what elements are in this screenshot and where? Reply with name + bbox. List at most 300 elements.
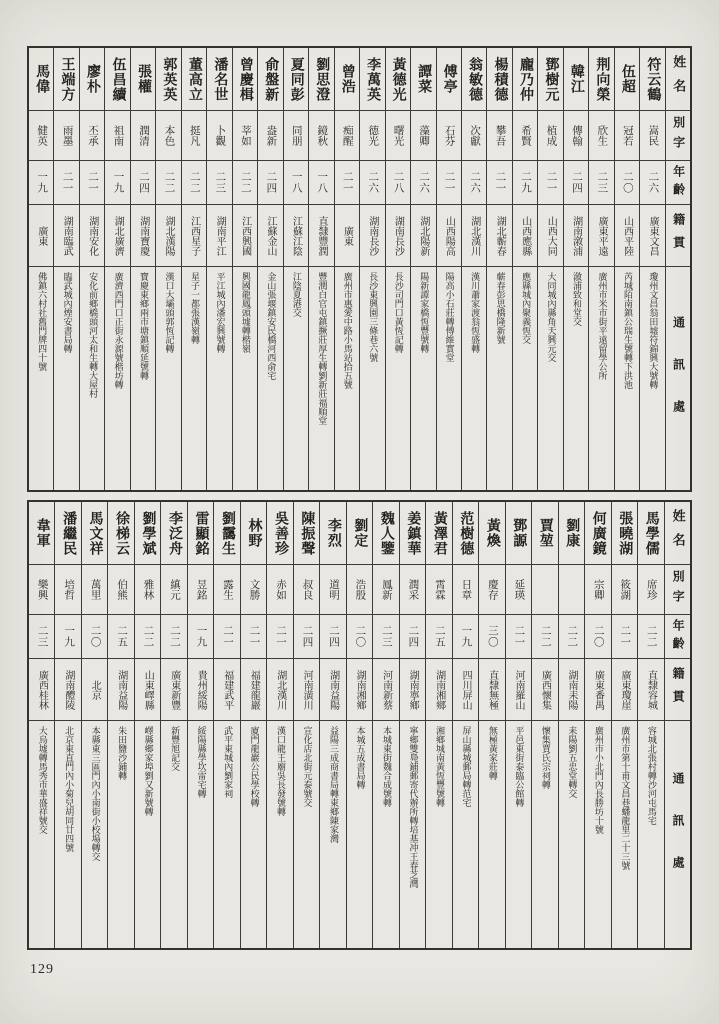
person-name-text: 符云鶴 <box>645 56 661 102</box>
person-address <box>506 720 531 948</box>
person-name <box>589 48 613 110</box>
person-name <box>335 48 359 110</box>
person-name <box>82 502 107 564</box>
person-age-text: 一八 <box>316 171 328 194</box>
person-courtesy <box>506 564 531 614</box>
person-origin-text: 湖南臨武 <box>61 215 73 256</box>
person-column <box>232 48 257 490</box>
person-name-text: 姜鎮華 <box>405 510 421 556</box>
person-name-text: 翁敏德 <box>467 56 483 102</box>
person-name-text: 馬學儒 <box>643 510 659 556</box>
person-courtesy-text: 縝元 <box>169 579 181 600</box>
person-address-text: 蘄春彭思橋隆新號 <box>495 272 506 344</box>
person-name-text: 王端方 <box>59 56 75 102</box>
person-age-text: 二四 <box>327 625 339 648</box>
person-courtesy-text: 日章 <box>460 579 472 600</box>
person-origin-text: 直隸無極 <box>486 669 498 710</box>
person-age <box>131 160 155 204</box>
person-column <box>346 502 372 948</box>
person-courtesy <box>182 110 206 160</box>
person-address-text: 綏陽縣學坎雷宅轉 <box>196 726 207 798</box>
person-address-text: 安化前鄉橋頭河太和生轉大屋村 <box>88 272 99 398</box>
person-origin-text: 廣東新豐 <box>168 669 180 710</box>
person-name <box>640 48 664 110</box>
column-header-courtesy <box>666 110 690 160</box>
person-origin-text: 湖北漢陽 <box>163 215 175 256</box>
person-age-text: 二二 <box>142 625 154 648</box>
person-age-text: 二三 <box>36 625 48 648</box>
person-name-text: 雷顯銘 <box>193 510 209 556</box>
person-name-text: 曾浩 <box>339 64 355 94</box>
person-origin-text: 河南羅山 <box>513 669 525 710</box>
person-origin-text: 北京 <box>89 679 101 700</box>
person-column <box>283 48 308 490</box>
person-name <box>54 48 78 110</box>
person-origin <box>335 204 359 266</box>
person-column <box>505 502 531 948</box>
person-courtesy <box>188 564 213 614</box>
person-column <box>206 48 231 490</box>
person-origin-text: 湖北陽新 <box>417 215 429 256</box>
person-name <box>233 48 257 110</box>
person-origin-text: 江西星子 <box>188 215 200 256</box>
person-name-text: 曾慶楫 <box>237 56 253 102</box>
person-column <box>436 48 461 490</box>
person-address-text: 本縣東三區門內小南街小校場轉交 <box>90 726 101 861</box>
person-name-text: 吳善珍 <box>272 510 288 556</box>
column-header-name-text: 姓名 <box>670 509 686 557</box>
person-address <box>131 266 155 490</box>
person-age-text: 二二 <box>169 625 181 648</box>
person-address <box>373 720 398 948</box>
person-column <box>54 502 80 948</box>
person-courtesy <box>29 564 54 614</box>
person-courtesy-text: 霄霖 <box>433 579 445 600</box>
person-name <box>513 48 537 110</box>
column-header-origin-text: 籍貫 <box>671 212 686 259</box>
person-origin-text: 湖北漢川 <box>468 215 480 256</box>
person-address <box>233 266 257 490</box>
person-age-text: 二一 <box>443 171 455 194</box>
person-address <box>437 266 461 490</box>
person-origin-text: 山西大同 <box>545 215 557 256</box>
column-header-origin-text: 籍貫 <box>671 666 686 713</box>
person-age-text: 二五 <box>433 625 445 648</box>
person-column <box>399 502 425 948</box>
person-address <box>360 266 384 490</box>
person-name <box>437 48 461 110</box>
person-address <box>320 720 345 948</box>
person-origin-text: 福建龍巖 <box>248 669 260 710</box>
person-age-text: 二九 <box>520 171 532 194</box>
person-address <box>105 266 129 490</box>
person-address <box>411 266 435 490</box>
person-courtesy <box>82 564 107 614</box>
person-age <box>559 614 584 658</box>
person-name <box>532 502 557 564</box>
person-courtesy <box>156 110 180 160</box>
person-name <box>156 48 180 110</box>
person-column <box>637 502 663 948</box>
person-origin <box>135 658 160 720</box>
person-address-text: 嶧縣鄉家埠劉又新號轉 <box>143 726 154 816</box>
person-address <box>335 266 359 490</box>
person-origin-text: 廣東番禺 <box>592 669 604 710</box>
person-courtesy-text: 冠若 <box>621 125 633 146</box>
column-header-name-text: 姓名 <box>671 55 687 103</box>
person-name <box>373 502 398 564</box>
person-origin-text: 山東嶧縣 <box>142 669 154 710</box>
person-address <box>585 720 610 948</box>
person-courtesy-text: 延瑛 <box>513 579 525 600</box>
person-name-text: 俞盤新 <box>263 56 279 102</box>
person-age-text: 二一 <box>619 625 631 648</box>
person-courtesy-text: 潤采 <box>407 579 419 600</box>
person-name <box>309 48 333 110</box>
person-origin <box>214 658 239 720</box>
person-courtesy-text: 鏡秋 <box>316 125 328 146</box>
person-name-text: 黃澤君 <box>431 510 447 556</box>
person-origin-text: 江蘇江陰 <box>290 215 302 256</box>
person-name-text: 伍超 <box>619 64 635 94</box>
person-name-text: 潘名世 <box>212 56 228 102</box>
header-column <box>664 502 690 948</box>
person-address <box>55 720 80 948</box>
person-origin <box>82 658 107 720</box>
person-courtesy <box>487 110 511 160</box>
person-name-text: 黃德光 <box>390 56 406 102</box>
person-origin <box>360 204 384 266</box>
person-origin-text: 湖北廣濟 <box>112 215 124 256</box>
person-origin <box>55 658 80 720</box>
person-age-text: 二四 <box>570 171 582 194</box>
person-age <box>320 614 345 658</box>
person-age-text: 二四 <box>301 625 313 648</box>
person-address <box>462 266 486 490</box>
person-origin-text: 湖南長沙 <box>392 215 404 256</box>
person-courtesy-text: 痴醒 <box>341 125 353 146</box>
person-courtesy <box>335 110 359 160</box>
person-origin <box>284 204 308 266</box>
person-name <box>320 502 345 564</box>
person-address-text: 陽高小石莊轉傅維實堂 <box>444 272 455 362</box>
person-origin <box>462 204 486 266</box>
person-origin <box>640 204 664 266</box>
person-courtesy-text: 培哲 <box>63 579 75 600</box>
person-address <box>182 266 206 490</box>
person-courtesy <box>80 110 104 160</box>
person-name <box>108 502 133 564</box>
person-address <box>29 720 54 948</box>
person-courtesy-text: 希賢 <box>520 125 532 146</box>
person-address-text: 大同城內縣角天興元交 <box>546 272 557 362</box>
column-header-age <box>665 614 690 658</box>
person-origin <box>294 658 319 720</box>
person-origin <box>161 658 186 720</box>
person-column <box>385 48 410 490</box>
person-address-text: 金山張堰鎮安民橋河西俞宅 <box>266 272 277 380</box>
person-origin-text: 河南潢川 <box>301 669 313 710</box>
person-origin <box>258 204 282 266</box>
person-address-text: 廈門龍巖公民學校轉 <box>249 726 260 807</box>
person-origin-text: 山西陽高 <box>443 215 455 256</box>
person-courtesy <box>294 564 319 614</box>
person-column <box>213 502 239 948</box>
person-origin <box>156 204 180 266</box>
person-origin <box>400 658 425 720</box>
person-age-text: 二五 <box>116 625 128 648</box>
person-origin <box>309 204 333 266</box>
person-courtesy <box>131 110 155 160</box>
person-age <box>506 614 531 658</box>
person-address-text: 宣化店北街元泰號交 <box>302 726 313 807</box>
person-origin <box>233 204 257 266</box>
person-column <box>478 502 504 948</box>
person-age-text: 二二 <box>539 625 551 648</box>
person-courtesy <box>538 110 562 160</box>
person-age <box>294 614 319 658</box>
person-origin-text: 湖南平江 <box>214 215 226 256</box>
person-name-text: 潘繼民 <box>61 510 77 556</box>
person-courtesy-text: 傳翰 <box>570 125 582 146</box>
person-column <box>359 48 384 490</box>
person-courtesy-text: 鳳新 <box>380 579 392 600</box>
person-origin-text: 湖南湘鄉 <box>433 669 445 710</box>
person-age-text: 二〇 <box>354 625 366 648</box>
person-column <box>266 502 292 948</box>
person-name <box>135 502 160 564</box>
column-header-address-text: 通訊處 <box>671 315 686 442</box>
person-courtesy <box>258 110 282 160</box>
person-age-text: 二六 <box>367 171 379 194</box>
person-column <box>130 48 155 490</box>
person-address-text: 興國龍鳳頭墟轉楷嶺 <box>240 272 251 353</box>
person-age-text: 二二 <box>163 171 175 194</box>
person-address-text: 佛鎮六村社舊門牌四十號 <box>37 272 48 371</box>
person-courtesy-text: 同朋 <box>290 125 302 146</box>
person-address <box>108 720 133 948</box>
person-address-text: 耒陽劉五忠堂轉交 <box>567 726 578 798</box>
column-header-age <box>666 160 690 204</box>
person-name <box>29 48 53 110</box>
person-courtesy-text: 雨墨 <box>61 125 73 146</box>
person-origin-text: 廣東瓊崖 <box>618 669 630 710</box>
person-column <box>240 502 266 948</box>
person-courtesy <box>532 564 557 614</box>
person-courtesy <box>267 564 292 614</box>
person-courtesy <box>513 110 537 160</box>
person-name <box>585 502 610 564</box>
person-address <box>513 266 537 490</box>
person-name <box>559 502 584 564</box>
person-name-text: 陳振聲 <box>299 510 315 556</box>
person-name-text: 徐梯云 <box>114 510 130 556</box>
person-name <box>241 502 266 564</box>
column-header-courtesy-text: 別字 <box>671 115 686 156</box>
person-name <box>161 502 186 564</box>
person-address <box>426 720 451 948</box>
person-address <box>309 266 333 490</box>
person-courtesy <box>347 564 372 614</box>
person-courtesy-text: 石芬 <box>443 125 455 146</box>
person-courtesy <box>207 110 231 160</box>
person-origin-text: 廣東 <box>341 225 353 246</box>
person-age-text: 二二 <box>645 625 657 648</box>
person-age <box>589 160 613 204</box>
person-address <box>453 720 478 948</box>
person-age-text: 二六 <box>647 171 659 194</box>
person-age-text: 一九 <box>36 171 48 194</box>
person-address-text: 廣州市小北門內長勝坊十號 <box>593 726 604 834</box>
person-name <box>426 502 451 564</box>
person-courtesy-text: 雅林 <box>142 579 154 600</box>
person-address-text: 瓊州文昌翁田墟符錦興大號轉 <box>648 272 659 389</box>
person-age <box>400 614 425 658</box>
person-courtesy-text: 伯熊 <box>116 579 128 600</box>
person-courtesy <box>462 110 486 160</box>
person-name <box>294 502 319 564</box>
person-origin-text: 廣東 <box>35 225 47 246</box>
person-origin-text: 湖南醴陵 <box>62 669 74 710</box>
person-column <box>611 502 637 948</box>
person-courtesy <box>309 110 333 160</box>
person-age <box>82 614 107 658</box>
person-origin <box>320 658 345 720</box>
person-column <box>181 48 206 490</box>
person-name <box>462 48 486 110</box>
column-header-age-text: 年齡 <box>671 618 686 655</box>
person-address-text: 武平東城內劉家祠 <box>223 726 234 798</box>
person-courtesy <box>54 110 78 160</box>
person-address-text: 漢口大壩頭郭恆記轉 <box>164 272 175 353</box>
person-address-text: 寶慶東鄉兩市塘鎮順延號轉 <box>139 272 150 380</box>
person-column <box>334 48 359 490</box>
person-age <box>80 160 104 204</box>
person-age <box>640 160 664 204</box>
person-name <box>267 502 292 564</box>
person-name-text: 楊積德 <box>492 56 508 102</box>
person-address-text: 豐潤白官屯鎮撅莊厚生轉劉新莊福順堂 <box>317 272 328 425</box>
person-address-text: 漵浦致和堂交 <box>572 272 583 326</box>
person-column <box>614 48 639 490</box>
person-address-text: 本城五成書局轉 <box>355 726 366 789</box>
person-origin <box>585 658 610 720</box>
person-name <box>284 48 308 110</box>
person-age-text: 二三 <box>380 625 392 648</box>
person-courtesy-text: 筱湖 <box>619 579 631 600</box>
person-courtesy-text: 欣生 <box>596 125 608 146</box>
person-courtesy-text: 宗卿 <box>592 579 604 600</box>
person-courtesy <box>105 110 129 160</box>
person-address-text: 平邑東街泰臨公館轉 <box>514 726 525 807</box>
person-origin <box>615 204 639 266</box>
person-age-text: 二〇 <box>89 625 101 648</box>
person-origin <box>80 204 104 266</box>
person-origin <box>564 204 588 266</box>
person-address <box>347 720 372 948</box>
person-name-text: 魏人鑒 <box>378 510 394 556</box>
person-name-text: 馬偉 <box>34 64 50 94</box>
person-column <box>134 502 160 948</box>
person-origin <box>54 204 78 266</box>
person-column <box>563 48 588 490</box>
person-age-text: 一九 <box>63 625 75 648</box>
person-origin <box>347 658 372 720</box>
person-origin-text: 湖南益陽 <box>327 669 339 710</box>
person-courtesy-text: 丕承 <box>87 125 99 146</box>
person-origin <box>487 204 511 266</box>
person-courtesy-text: 昱銘 <box>195 579 207 600</box>
person-courtesy-text: 本色 <box>163 125 175 146</box>
person-column <box>319 502 345 948</box>
person-courtesy <box>400 564 425 614</box>
person-address <box>589 266 613 490</box>
person-age-text: 一九 <box>460 625 472 648</box>
person-age-text: 二一 <box>222 625 233 648</box>
person-name <box>538 48 562 110</box>
person-address <box>538 266 562 490</box>
person-courtesy-text: 席珍 <box>645 579 657 600</box>
person-name-text: 李泛舟 <box>167 510 182 556</box>
header-column <box>665 48 690 490</box>
person-address <box>559 720 584 948</box>
person-address <box>386 266 410 490</box>
column-header-courtesy-text: 別字 <box>671 569 686 610</box>
column-header-name <box>665 502 690 564</box>
person-age <box>335 160 359 204</box>
person-courtesy <box>360 110 384 160</box>
person-age-text: 二〇 <box>592 625 604 648</box>
person-name-text: 劉定 <box>352 518 368 548</box>
person-origin <box>538 204 562 266</box>
person-age <box>309 160 333 204</box>
person-name-text: 范樹德 <box>458 510 474 556</box>
person-column <box>461 48 486 490</box>
person-name <box>479 502 504 564</box>
person-address <box>82 720 107 948</box>
person-address <box>161 720 186 948</box>
person-address <box>207 266 231 490</box>
person-age <box>55 614 80 658</box>
person-age <box>284 160 308 204</box>
person-origin <box>188 658 213 720</box>
person-name <box>207 48 231 110</box>
person-courtesy <box>612 564 637 614</box>
person-address-text: 益陽三成商書局轉東鄉陳家灣 <box>329 726 340 843</box>
person-age-text: 二一 <box>87 171 99 194</box>
person-column <box>308 48 333 490</box>
person-courtesy-text: 藻卿 <box>418 125 430 146</box>
person-column <box>486 48 511 490</box>
person-courtesy <box>638 564 663 614</box>
person-origin-text: 廣東平遠 <box>596 215 608 256</box>
person-age <box>585 614 610 658</box>
person-origin-text: 山西平陸 <box>621 215 633 256</box>
person-name <box>29 502 54 564</box>
person-origin-text: 湖南長沙 <box>366 215 378 256</box>
person-column <box>452 502 478 948</box>
person-age <box>233 160 257 204</box>
person-name-text: 韋軍 <box>34 518 50 548</box>
person-origin-text: 湖南耒陽 <box>566 669 578 710</box>
person-origin <box>612 658 637 720</box>
person-courtesy-text: 慶存 <box>486 579 498 600</box>
person-column <box>410 48 435 490</box>
person-age <box>462 160 486 204</box>
person-address <box>532 720 557 948</box>
person-courtesy-text: 健英 <box>36 125 48 146</box>
person-origin-text: 福建武平 <box>221 669 233 710</box>
